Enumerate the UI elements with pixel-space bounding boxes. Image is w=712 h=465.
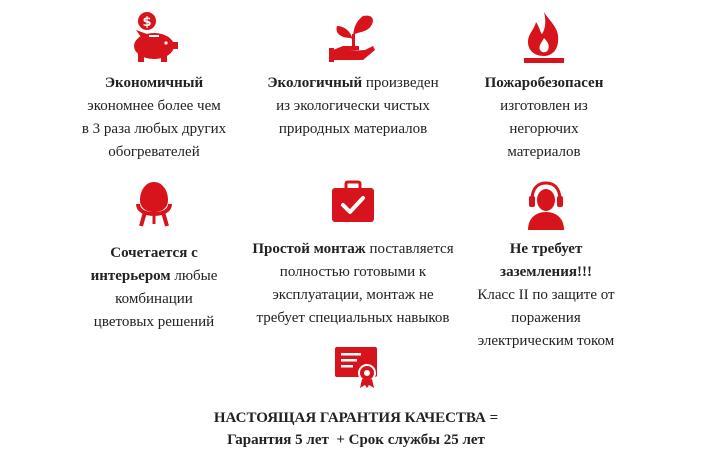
feature-text-line: требует специальных навыков [256,310,450,326]
feature-text-line: комбинации [115,291,193,307]
svg-text:$: $ [142,15,152,30]
feature-text-line: полностью готовыми к [279,264,427,280]
feature-text-line: поражения [511,310,581,326]
feature-text-line: материалов [507,144,581,160]
feature-title: интерьером [90,268,171,284]
feature-text-line: эксплуатации, монтаж не [272,287,434,303]
feature-fireproof [460,10,628,164]
feature-text-line: цветовых решений [93,314,215,330]
feature-economical [62,10,246,164]
flame-icon [522,10,566,64]
certificate-icon [333,345,379,389]
feature-text-line: изготовлен из [500,98,588,114]
feature-ecological [248,10,458,141]
feature-title: Простой монтаж [252,241,366,257]
feature-text-line: из экологически чистых [276,98,430,114]
feature-title: Экономичный [104,75,204,91]
feature-title-rest: любые [170,268,218,284]
feature-title: Не требует [509,241,583,257]
feature-text-line: обогревателей [108,144,200,160]
feature-text-line: в 3 раза любых других [81,121,227,137]
feature-title: Пожаробезопасен [484,75,604,91]
chair-icon [134,180,174,228]
guarantee-heading: НАСТОЯЩАЯ ГАРАНТИЯ КАЧЕСТВА = [213,410,499,426]
eco-hand-plant-icon [329,10,377,64]
toolbox-check-icon [330,180,376,226]
feature-title: Сочетается с [110,245,198,261]
person-headset-icon [524,180,568,230]
guarantee-terms: Гарантия 5 лет + Срок службы 25 лет [227,432,485,448]
feature-interior [62,180,246,334]
feature-title: Экологичный [267,75,363,91]
feature-easy-installation [240,180,466,330]
quality-guarantee [0,345,712,451]
feature-text-line: Класс II по защите от [477,287,615,303]
piggy-bank-icon [128,10,180,64]
feature-title-rest: поставляется [365,241,454,257]
feature-text-line: электрическим током [477,333,615,349]
feature-text-line: негорючих [509,121,579,137]
feature-text-line: экономнее более чем [87,98,221,114]
feature-title-rest: произведен [362,75,439,91]
feature-text-line: природных материалов [278,121,428,137]
feature-title: заземления!!! [500,264,592,280]
feature-no-grounding [456,180,636,353]
